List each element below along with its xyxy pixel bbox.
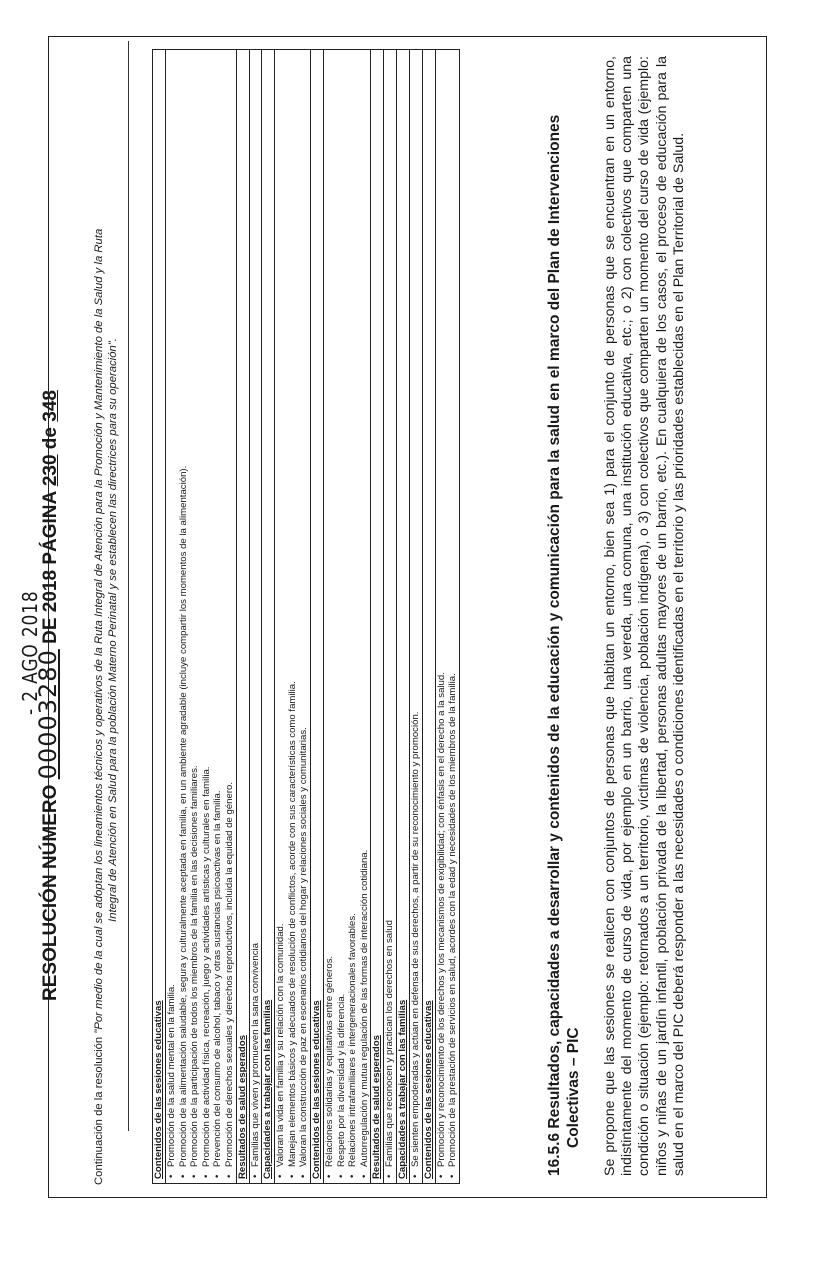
table-bullet-item: • Promoción de la participación de todos los miembros de la familia en las decisiones familiares. — [189, 50, 201, 1183]
table-bullet-item: • Prevención del consumo de alcohol, tabaco y otras sustancias psicoactivas en la familia. — [212, 50, 224, 1183]
table-bullet-item: • Respeto por la diversidad y la diferencia. — [336, 50, 348, 1183]
table-bullet-item: • Familias que reconocen y practican los derechos en salud — [384, 50, 396, 1183]
table-bullet-item: • Manejan elementos básicos y adecuados de resolución de conflictos, acorde con sus características como familia. — [287, 50, 299, 1183]
content-table — [152, 49, 460, 1184]
resolution-title — [34, 390, 62, 1001]
table-section-header: Contenidos de las sesiones educativas — [153, 50, 166, 1183]
title-prefix: RESOLUCIÓN NÚMERO — [40, 784, 61, 1001]
page-of: de — [40, 427, 61, 450]
table-bullet-item: • Relaciones intrafamiliares e intergeneracionales favorables. — [347, 50, 359, 1183]
title-year-page: DE 2018 PÁGINA — [40, 491, 61, 644]
table-bullet-item: • Valoran la construcción de paz en escenarios cotidianos del hogar y relaciones sociales y comunitarias. — [298, 50, 310, 1183]
table-group — [371, 50, 397, 1183]
table-section-header: Contenidos de las sesiones educativas — [311, 50, 324, 1183]
page-number: 230 — [40, 454, 61, 487]
table-bullet-item: • Promoción de la alimentación saludable, segura y culturalmente aceptada en familia, en un ambiente agradable (incluye compartir los momentos de la alimentación). — [178, 50, 190, 1183]
table-group — [423, 50, 459, 1183]
table-bullet-item: • Promoción de la prestación de servicios en salud, acordes con la edad y necesidades de los miembros de la familia. — [447, 50, 459, 1183]
table-bullet-item: • Promoción de actividad física, recreación, juego y actividades artísticas y culturales en familia. — [201, 50, 213, 1183]
section-heading-line2: Colectivas – PIC — [565, 1027, 582, 1148]
section-heading-line1: 16.5.6 Resultados, capacidades a desarrollar y contenidos de la educación y comunicación para la salud en el marco del Plan de Intervenciones — [546, 114, 563, 1176]
table-bullet-item: • Autorregulación y mutua regulación de las formas de interacción cotidiana. — [359, 50, 371, 1183]
continuation-note — [92, 75, 120, 1185]
table-bullet-item: • Valoran la vida en familia y su relación con la comunidad. — [275, 50, 287, 1183]
table-section-header: Resultados de salud esperados — [237, 50, 250, 1183]
table-group — [262, 50, 311, 1183]
table-section-header: Contenidos de las sesiones educativas — [423, 50, 436, 1183]
table-section-header: Resultados de salud esperados — [371, 50, 384, 1183]
table-bullet-item: • Promoción y reconocimiento de los derechos y los mecanismos de exigibilidad; con énfasis en el derecho a la salud. — [436, 50, 448, 1183]
table-bullet-item: • Promoción de derechos sexuales y derechos reproductivos, incluida la equidad de género. — [224, 50, 236, 1183]
table-section-header: Capacidades a trabajar con las familias — [397, 50, 410, 1183]
stamp-date: - 2 AGO 2018 — [18, 590, 42, 715]
continuation-lead: Continuación de la resolución — [93, 1036, 105, 1185]
continuation-quote-2: Integral de Atención en Salud para la población Materno Perinatal y se establecen las directrices para su operación". — [107, 338, 119, 922]
continuation-quote-1: "Por medio de la cual se adoptan los lineamientos técnicos y operativos de la Ruta Integral de Atención para la Promoción y Mantenimiento de la Salud y la Ruta — [93, 228, 105, 1034]
table-section-header: Capacidades a trabajar con las familias — [262, 50, 275, 1183]
section-body: Se propone que las sesiones se realicen con conjuntos de personas que habitan un entorno, bien sea 1) para el conjunto de personas que se encuentran en un entorno, indistintamente del momento de curso de vida, por ejemplo en un barrio, una vereda, una comuna, una institución educativa, etc.; o 2) con colectivos que comparten una condición o situación (ejemplo: retornados a un territorio, víctimas de violencia, población indígena), o 3) con colectivos que comparten un momento del curso de vida (ejemplo: niños y niñas de un jardín infantil, población privada de la libertad, personas adultas mayores de un barrio, etc.). En cualquiera de los casos, el proceso de educación para la salud en el marco del PIC deberá responder a las necesidades o condiciones identificadas en el territorio y las prioridades establecidas en el Plan Territorial de Salud. — [602, 56, 687, 1176]
table-bullet-item: • Promoción de la salud mental en la familia. — [166, 50, 178, 1183]
table-bullet-item: • Se sienten empoderadas y actúan en defensa de sus derechos, a partir de su reconocimiento y promoción. — [410, 50, 422, 1183]
table-bullet-item: • Familias que viven y promueven la sana convivencia — [250, 50, 262, 1183]
separator-rule — [128, 41, 129, 1131]
table-group — [311, 50, 371, 1183]
table-group — [397, 50, 423, 1183]
resolution-number: 00003280 — [34, 649, 62, 780]
table-bullet-item: • Relaciones solidarias y equitativas entre géneros. — [324, 50, 336, 1183]
table-group — [153, 50, 237, 1183]
section-heading — [545, 56, 583, 1176]
table-group — [237, 50, 263, 1183]
page-total: 348 — [40, 390, 61, 422]
